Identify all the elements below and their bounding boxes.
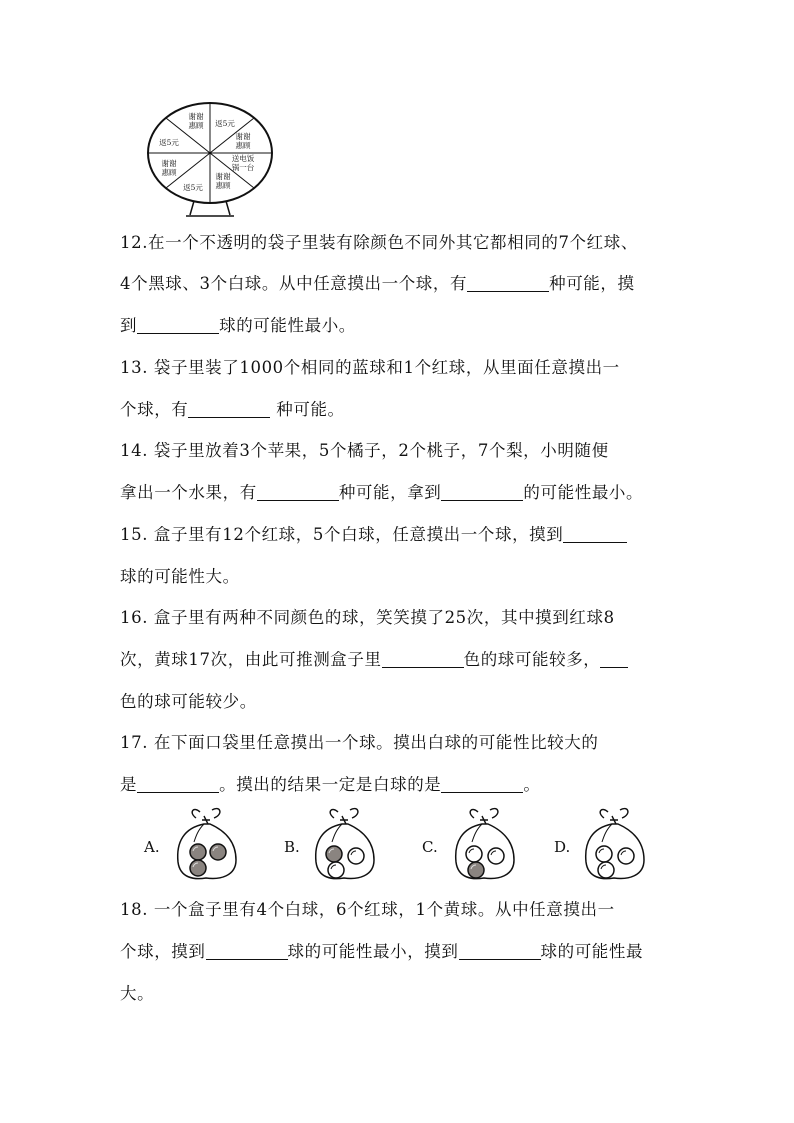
option-c-bag-icon[interactable] — [452, 806, 518, 882]
q12-answer-blank-color[interactable] — [137, 317, 219, 334]
q15-line1 — [120, 525, 627, 545]
bag-body — [456, 824, 514, 879]
q18-line1: 18. 一个盒子里有4个白球，6个红球，1个黄球。从中任意摸出一 — [120, 900, 615, 919]
q14-answer-blank-count[interactable] — [257, 484, 339, 501]
bag-body — [586, 824, 644, 879]
ball-white — [596, 846, 612, 862]
bag-body — [178, 824, 236, 879]
q17-answer-blank-certain[interactable] — [441, 776, 523, 793]
bag-knot — [340, 816, 348, 824]
q17-text: 。 — [523, 775, 541, 794]
ball-white — [598, 862, 614, 878]
q16-line3: 色的球可能较少。 — [120, 692, 257, 711]
ball-white — [618, 848, 634, 864]
q14-line1: 14. 袋子里放着3个苹果，5个橘子，2个桃子，7个梨，小明随便 — [120, 441, 609, 460]
q17-line2 — [120, 775, 541, 795]
bag-knot — [202, 816, 210, 824]
ball-gray — [468, 862, 484, 878]
q16-text: 次，黄球17次，由此可推测盒子里 — [120, 650, 382, 669]
q14-text: 种可能，拿到 — [338, 483, 442, 502]
q12-line2 — [120, 274, 635, 294]
option-a-bag-icon[interactable] — [174, 806, 240, 882]
q17-line1: 17. 在下面口袋里任意摸出一个球。摸出白球的可能性比较大的 — [120, 733, 599, 752]
ball-white — [348, 848, 364, 864]
ball-white — [488, 848, 504, 864]
wheel-sector-label: 返5元 — [215, 119, 235, 128]
q14-answer-blank-fruit[interactable] — [441, 484, 523, 501]
q17-answer-blank-likely[interactable] — [137, 776, 219, 793]
bag-knot — [610, 816, 618, 824]
ball-gray — [190, 860, 206, 876]
ball-gray — [210, 844, 226, 860]
wheel-sector-label: 送电饭锅一台 — [231, 154, 255, 172]
q17-text: 是 — [120, 775, 138, 794]
q16-line2 — [120, 650, 628, 670]
q13-text: 个球，有 — [120, 400, 189, 419]
q18-text: 个球，摸到 — [120, 942, 206, 961]
q17-text: 。摸出的结果一定是白球的是 — [219, 775, 442, 794]
option-a-label: A. — [144, 838, 160, 856]
q15-answer-blank[interactable] — [563, 526, 627, 543]
q12-text: 球的可能性最小。 — [219, 316, 356, 335]
bag-tie — [470, 809, 498, 818]
option-d-label: D. — [554, 838, 571, 856]
q12-text: 到 — [120, 316, 138, 335]
bag-tie — [192, 809, 220, 818]
wheel-sector-label: 谢谢惠顾 — [161, 159, 177, 177]
q15-text: 15. 盒子里有12个红球，5个白球，任意摸出一个球，摸到 — [120, 525, 564, 544]
wheel-sector-label: 谢谢惠顾 — [215, 172, 231, 190]
q12-line1: 12.在一个不透明的袋子里装有除颜色不同外其它都相同的7个红球、 — [120, 233, 638, 252]
q18-answer-blank-most[interactable] — [459, 943, 541, 960]
option-d-bag-icon[interactable] — [582, 806, 648, 882]
q15-line2: 球的可能性大。 — [120, 567, 240, 586]
q16-answer-blank-more[interactable] — [382, 651, 464, 668]
ball-white — [328, 862, 344, 878]
bag-body — [316, 824, 374, 879]
option-b-label: B. — [284, 838, 300, 856]
bag-tie — [600, 809, 628, 818]
wheel-divider-lines — [148, 103, 272, 203]
ball-white — [466, 846, 482, 862]
q12-line3 — [120, 316, 356, 336]
q16-answer-blank-less[interactable] — [600, 651, 628, 668]
q14-line2 — [120, 483, 643, 503]
q16-text: 色的球可能较多， — [463, 650, 601, 669]
bag-tie — [330, 809, 358, 818]
q12-text: 种可能，摸 — [549, 274, 635, 293]
q18-line2 — [120, 942, 643, 962]
q12-text: 4个黑球、3个白球。从中任意摸出一个球，有 — [120, 274, 468, 293]
q18-text: 球的可能性最小，摸到 — [287, 942, 459, 961]
prize-wheel-figure — [146, 101, 276, 219]
q13-answer-blank[interactable] — [188, 401, 270, 418]
option-c-label: C. — [422, 838, 438, 856]
q16-line1: 16. 盒子里有两种不同颜色的球，笑笑摸了25次，其中摸到红球8 — [120, 608, 615, 627]
ball-gray — [326, 846, 342, 862]
option-b-bag-icon[interactable] — [312, 806, 378, 882]
q18-line3: 大。 — [120, 984, 155, 1003]
q13-text: 种可能。 — [270, 400, 345, 419]
q14-text: 的可能性最小。 — [523, 483, 644, 502]
wheel-sector-label: 谢谢惠顾 — [235, 132, 251, 150]
wheel-sector-label: 谢谢惠顾 — [188, 112, 204, 130]
q12-answer-blank-count[interactable] — [467, 275, 549, 292]
q13-line1: 13. 袋子里装了1000个相同的蓝球和1个红球，从里面任意摸出一 — [120, 358, 620, 377]
q13-line2 — [120, 400, 345, 420]
q18-answer-blank-least[interactable] — [206, 943, 288, 960]
q18-text: 球的可能性最 — [540, 942, 644, 961]
ball-gray — [190, 844, 206, 860]
wheel-sector-label: 返5元 — [159, 138, 179, 147]
q14-text: 拿出一个水果，有 — [120, 483, 257, 502]
bag-knot — [480, 816, 488, 824]
wheel-sector-label: 返5元 — [183, 183, 203, 192]
